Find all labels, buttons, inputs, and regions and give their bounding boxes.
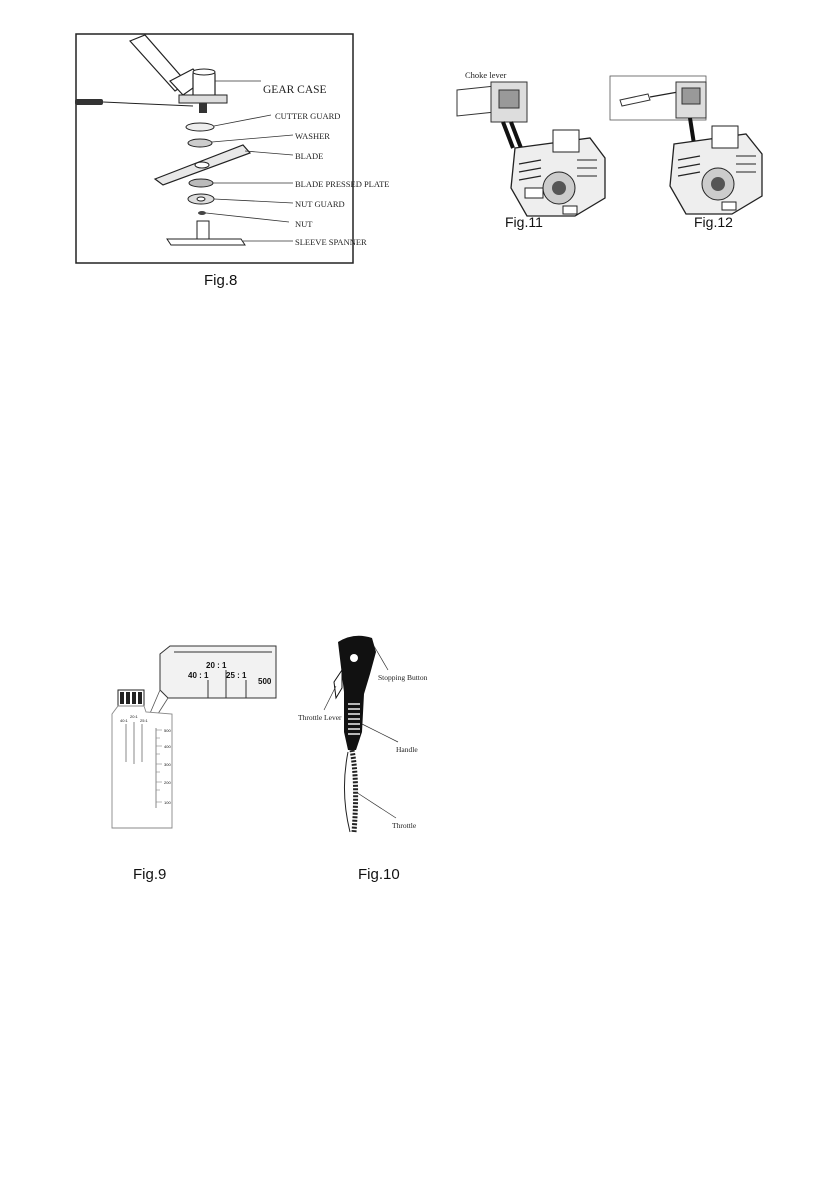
screwdriver-icon [75, 99, 193, 106]
bottle-label-25-1: 25:1 [140, 718, 148, 723]
washer-icon [188, 139, 212, 147]
scale-300: 300 [164, 762, 171, 767]
fig12-diagram [608, 68, 778, 220]
label-stopping-button: Stopping Button [378, 673, 428, 682]
label-gear-case: GEAR CASE [263, 84, 327, 96]
bottle-label-40-1: 40:1 [120, 718, 128, 723]
scale-100: 100 [164, 800, 171, 805]
scale-500: 500 [164, 728, 171, 733]
cutter-guard-icon [186, 123, 214, 131]
fig8-diagram [75, 33, 390, 265]
engine-icon [511, 130, 605, 216]
bottle-cap-icon [118, 690, 144, 706]
ratio-20-1: 20 : 1 [206, 661, 227, 670]
scale-400: 400 [164, 744, 171, 749]
fig11-diagram [455, 68, 625, 220]
label-throttle: Throttle [392, 821, 417, 830]
ratio-500: 500 [258, 677, 272, 686]
throttle-handle-icon [334, 636, 376, 832]
label-sleeve-spanner: SLEEVE SPANNER [295, 237, 367, 247]
fig10-diagram [296, 632, 446, 832]
label-throttle-lever: Throttle Lever [298, 713, 342, 722]
label-washer: WASHER [295, 131, 330, 141]
screwdriver-icon [620, 92, 678, 106]
label-blade: BLADE [295, 151, 324, 161]
fig9-caption: Fig.9 [133, 866, 167, 883]
label-handle: Handle [396, 745, 418, 754]
ratio-25-1: 25 : 1 [226, 671, 247, 680]
fig9-diagram [108, 642, 283, 832]
bottle-label-20-1: 20:1 [130, 714, 138, 719]
label-nut: NUT [295, 219, 313, 229]
label-blade-pressed-plate: BLADE PRESSED PLATE [295, 179, 390, 189]
label-cutter-guard: CUTTER GUARD [275, 111, 341, 121]
scale-200: 200 [164, 780, 171, 785]
gear-case-icon [130, 35, 227, 113]
label-choke-lever: Choke lever [465, 70, 507, 80]
blade-pressed-plate-icon [189, 179, 213, 187]
engine-icon [670, 126, 762, 214]
nut-icon [198, 211, 206, 215]
fig10-caption: Fig.10 [358, 866, 400, 883]
sleeve-spanner-icon [167, 221, 245, 245]
fig12-caption: Fig.12 [694, 214, 733, 230]
fig8-caption: Fig.8 [204, 272, 238, 289]
ratio-40-1: 40 : 1 [188, 671, 209, 680]
label-nut-guard: NUT GUARD [295, 199, 345, 209]
fig11-caption: Fig.11 [505, 214, 543, 230]
